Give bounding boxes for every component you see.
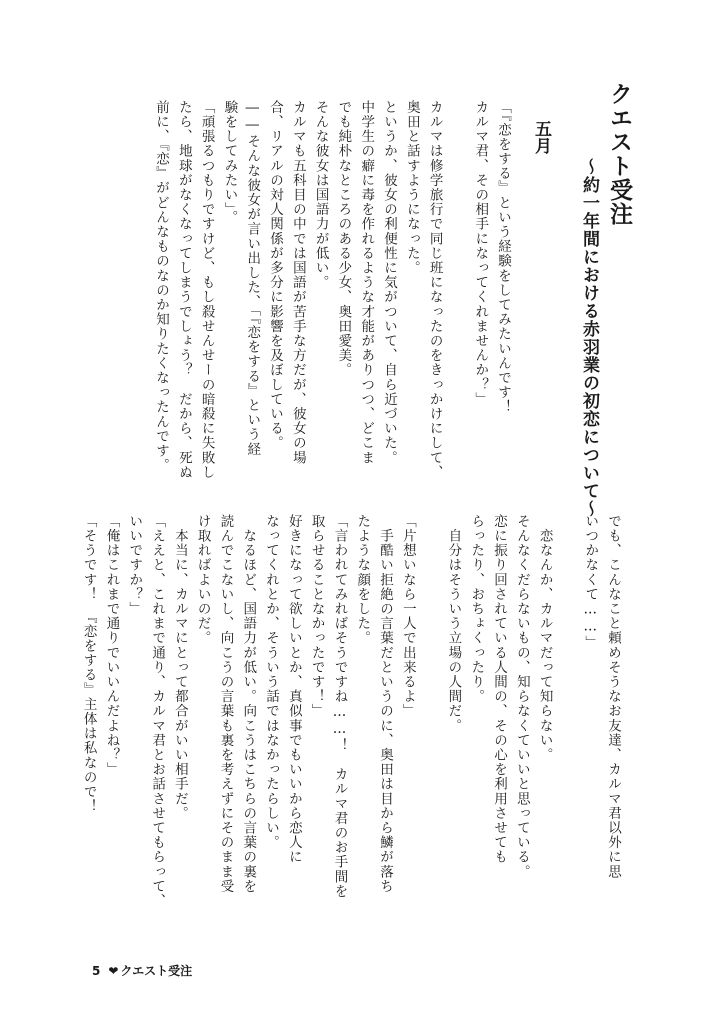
text-line: いつかなくて……」 [582, 514, 599, 651]
page-number: 5 [92, 964, 101, 978]
text-line: たような顔をした。 [354, 514, 371, 646]
text-line: 取らせることなかったです！」 [308, 514, 325, 719]
text-line: カルマも五科目の中では国語が苦手な方だが、彼女の場 [289, 100, 306, 465]
text-line: 「頑張るつもりですけど、もし殺せんせーの暗殺に失敗し [198, 100, 215, 480]
text-line [419, 514, 442, 908]
body-text-lower [77, 514, 624, 908]
text-line: いいですか？」 [126, 514, 143, 617]
text-line: 好きになって欲しいとか、真似事でもいいから恋人に [285, 514, 302, 865]
chapter-title: クエスト受注 [606, 82, 632, 226]
text-line: というか、彼女の利便性に気がついて、自ら近づいた。 [381, 100, 398, 465]
text-line: ――そんな彼女が言い出した、「『恋をする』という経 [244, 100, 261, 457]
section-heading: 五月 [531, 120, 551, 154]
text-line [556, 514, 579, 908]
text-line: 「『恋をする』という経験をしてみたいんです！ [495, 100, 511, 415]
text-line: 「言われてみればそうですね……！ カルマ君のお手間を [331, 514, 348, 899]
text-line: そんなくだらないもの、知らなくていいと思っている。 [513, 514, 530, 879]
text-line: 恋なんか、カルマだって知らない。 [536, 514, 553, 763]
text-line: 合、リアルの対人関係が多分に影響を及ぼしている。 [267, 100, 284, 451]
text-line: け取ればよいのだ。 [194, 514, 211, 646]
text-line: 「俺はこれまで通りでいいんだよね？」 [103, 514, 120, 777]
text-line: そんな彼女は国語力が低い。 [312, 100, 329, 290]
text-line: らったり、おちょくったり。 [468, 514, 485, 704]
text-line: 「ええと、これまで通り、カルマ君とお話させてもらって、 [149, 514, 166, 909]
text-line: 「そうです！ 『恋をする』主体は私なので！ [80, 514, 97, 814]
text-line: 読んでこないし、向こうの言葉も裏を考えずにそのまま受 [217, 514, 234, 894]
text-line: 自分はそういう立場の人間だ。 [445, 514, 462, 733]
text-line: 本当に、カルマにとって都合がいい相手だ。 [171, 514, 188, 821]
text-line: 前に、『恋』がどんなものなのか知りたくなったんです。 [153, 100, 170, 473]
text-line: たら、地球がなくなってしまうでしょう？ だから、死ぬ [175, 100, 192, 480]
text-line: なるほど、国語力が低い。向こうはこちらの言葉の裏を [240, 514, 257, 894]
text-line: 恋に振り回されている人間の、その心を利用させても [491, 514, 508, 865]
text-line: 中学生の癖に毒を作れるような才能がありつつ、どこま [358, 100, 375, 465]
text-line: なってくれとか、そういう話ではなかったらしい。 [263, 514, 280, 850]
text-line: カルマは修学旅行で同じ班になったのをきっかけにして、 [426, 100, 443, 480]
running-title: クエスト受注 [120, 964, 193, 978]
text-line [446, 100, 469, 480]
body-text-upper [149, 100, 514, 480]
heart-icon: ❤ [108, 964, 119, 978]
text-line: 験をしてみたい」。 [221, 100, 238, 225]
chapter-subtitle: ～約一年間における赤羽業の初恋について～ [579, 158, 599, 518]
text-line: カルマ君、その相手になってくれませんか？」 [472, 100, 489, 407]
page-footer [92, 962, 192, 979]
text-line: 手酷い拒絶の言葉だというのに、奥田は目から鱗が落ち [377, 514, 394, 894]
text-line: 「片想いなら一人で出来るよ」 [399, 514, 416, 719]
text-line: 奥田と話すようになった。 [403, 100, 420, 276]
text-line: でも、こんなこと頼めそうなお友達、カルマ君以外に思 [605, 514, 621, 879]
text-line: でも純朴なところのある少女、奥田愛美。 [335, 100, 352, 378]
